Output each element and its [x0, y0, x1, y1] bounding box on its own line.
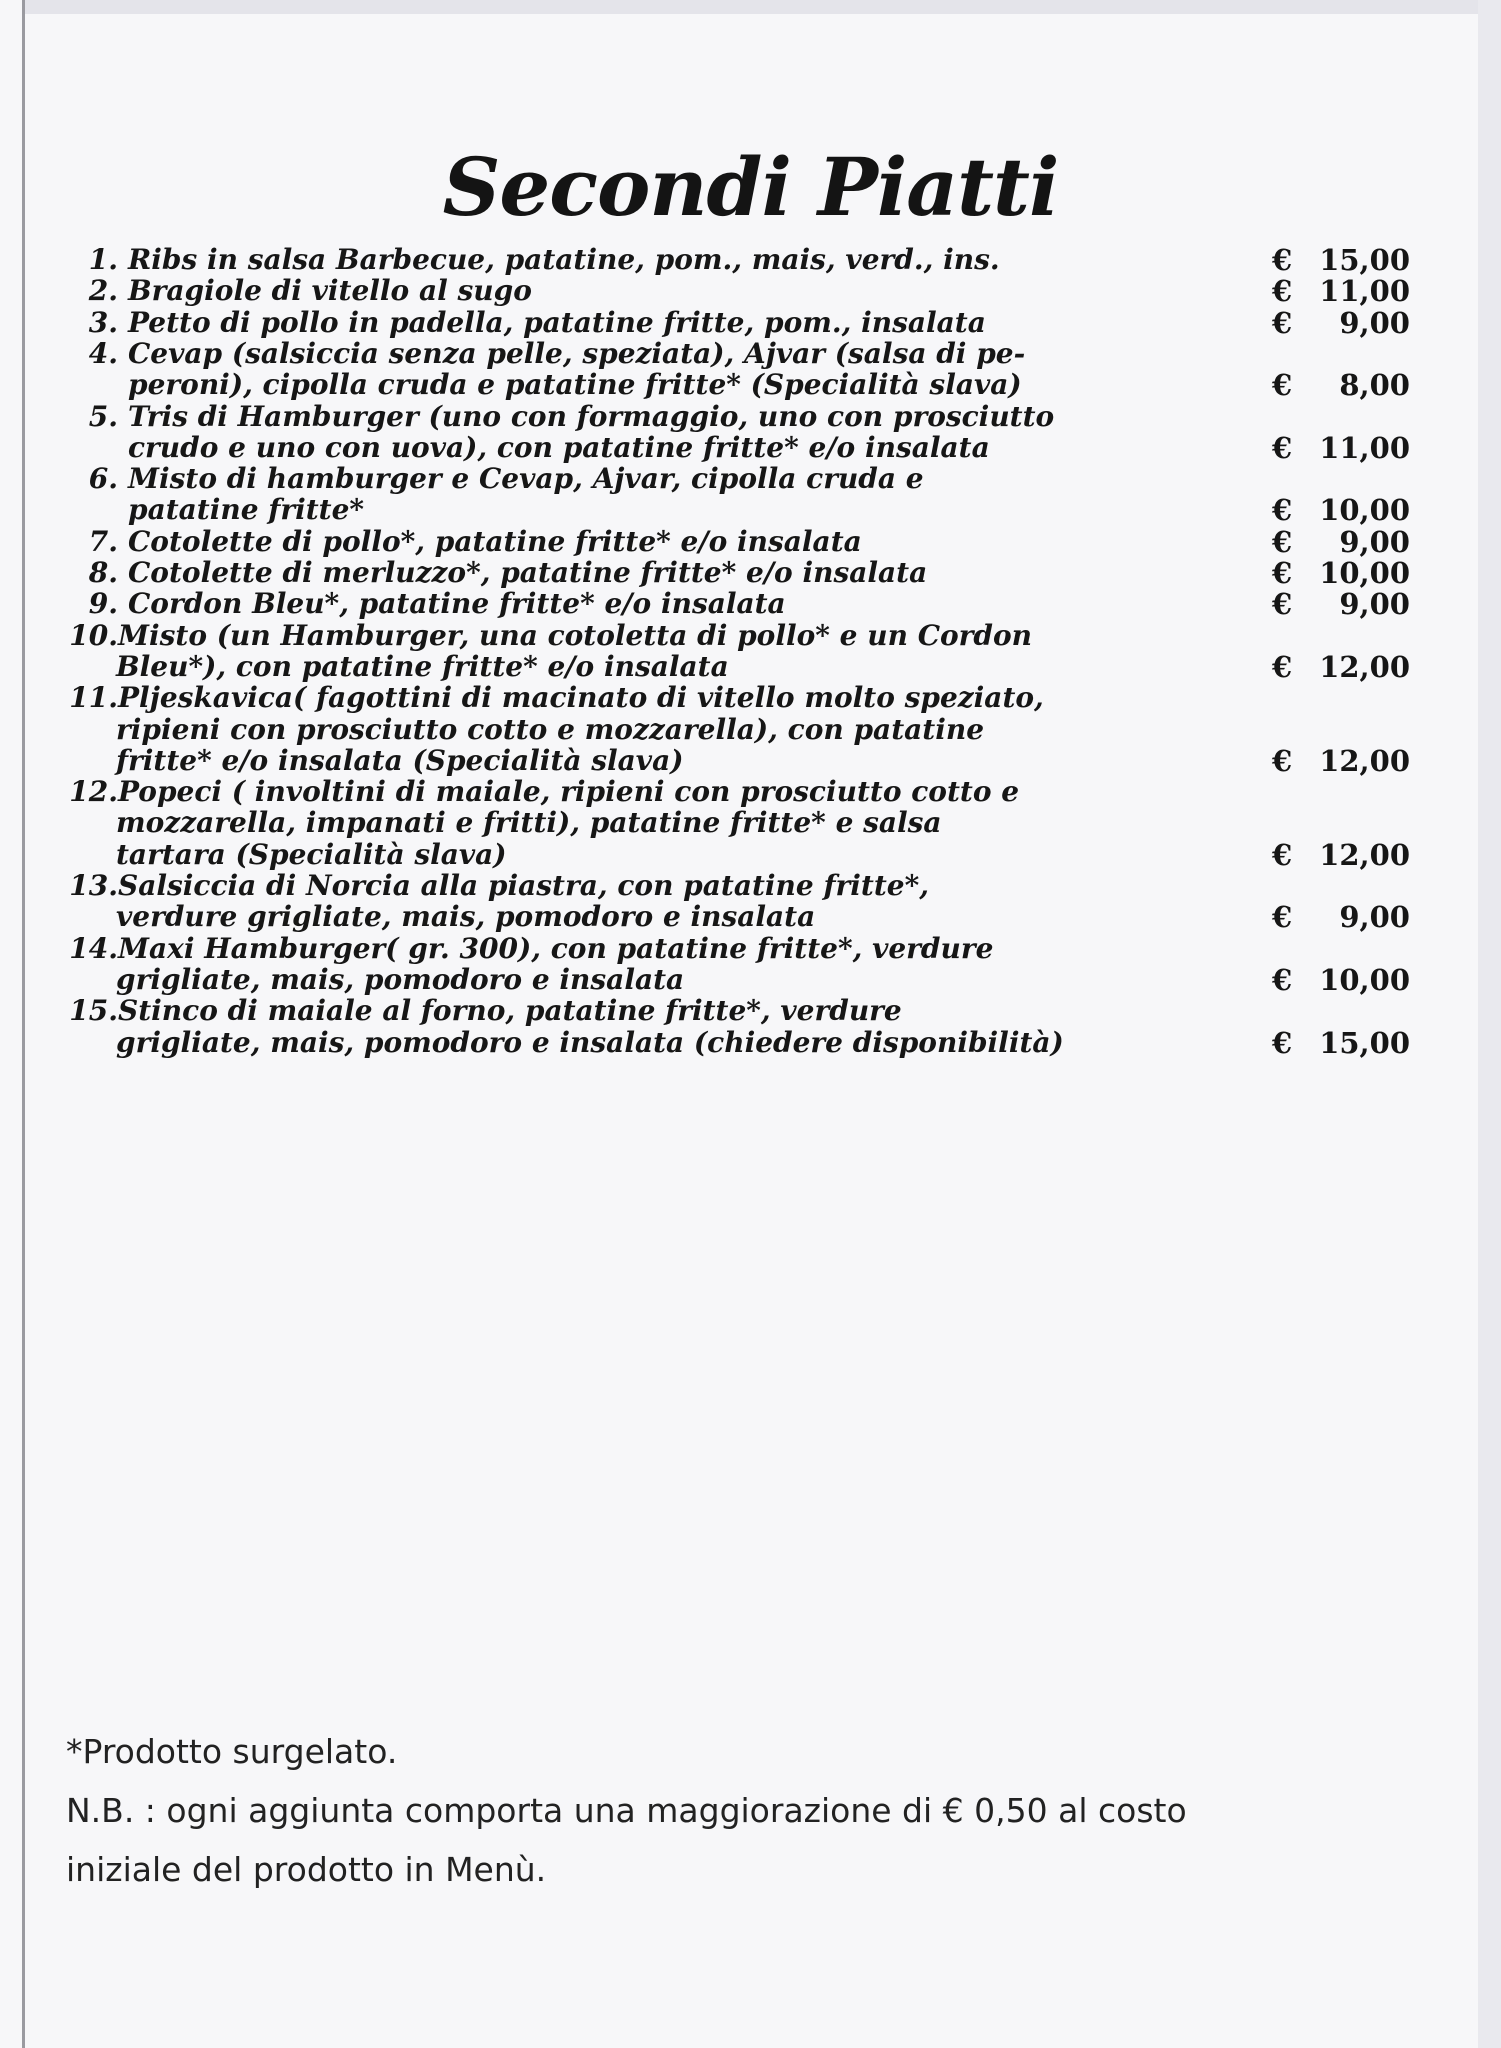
menu-item-name: Cotolette di merluzzo*, patatine fritte* e/o insalata [128, 556, 928, 589]
currency-symbol: € [1272, 743, 1293, 778]
menu-item-name: Popeci ( involtini di maiale, ripieni con prosciutto cotto e [118, 775, 1020, 809]
currency-symbol: € [1272, 430, 1293, 465]
currency-symbol: € [1272, 524, 1293, 559]
menu-item-number: 10. [69, 618, 118, 652]
menu-item-price [1272, 365, 1410, 405]
price-amount: 10,00 [1319, 556, 1410, 590]
currency-symbol: € [1272, 493, 1293, 528]
currency-symbol: € [1272, 587, 1293, 622]
menu-item-name: Cevap (salsiccia senza pelle, speziata), Ajvar (salsa di pe- [128, 336, 1026, 370]
price-amount: 9,00 [1339, 900, 1410, 935]
menu-item-description-line: mozzarella, impanati e fritti), patatine fritte* e salsa [116, 806, 942, 840]
price-amount: 9,00 [1339, 305, 1410, 340]
menu-item-description-line: crudo e uno con uova), con patatine fritte* e/o insalata [128, 430, 990, 464]
menu-item-description-line: verdure grigliate, mais, pomodoro e insalata [116, 900, 816, 934]
menu-item-price [1272, 835, 1410, 875]
menu-item-name: Tris di Hamburger (uno con formaggio, uno con prosciutto [128, 399, 1055, 433]
price-amount: 9,00 [1339, 587, 1410, 622]
menu-item-price [1272, 960, 1410, 1000]
menu-item-number: 9. [88, 587, 118, 621]
menu-item-name: Petto di pollo in padella, patatine fritte, pom., insalata [128, 305, 986, 339]
currency-symbol: € [1272, 962, 1293, 997]
menu-item-description-line: grigliate, mais, pomodoro e insalata [116, 962, 685, 996]
menu-item-description-line: fritte* e/o insalata (Specialità slava) [116, 743, 684, 777]
menu-item-price [1272, 303, 1410, 343]
currency-symbol: € [1272, 837, 1293, 872]
menu-item-number: 4. [88, 336, 118, 370]
menu-item-name: Bragiole di vitello al sugo [128, 274, 532, 308]
price-amount: 12,00 [1319, 743, 1410, 778]
footnote-frozen: *Prodotto surgelato. [66, 1732, 398, 1771]
menu-item-number: 3. [88, 305, 118, 339]
menu-item-name: Misto di hamburger e Cevap, Ajvar, cipolla cruda e [128, 462, 924, 496]
currency-symbol: € [1272, 305, 1293, 340]
price-amount: 12,00 [1319, 649, 1410, 684]
menu-item-price [1272, 584, 1410, 624]
menu-item-description-line: peroni), cipolla cruda e patatine fritte* (Specialità slava) [128, 368, 1022, 402]
menu-item-number: 1. [88, 243, 118, 276]
currency-symbol: € [1272, 274, 1293, 309]
menu-item-description-line: grigliate, mais, pomodoro e insalata (chiedere disponibilità) [116, 1025, 1064, 1059]
price-amount: 10,00 [1319, 962, 1410, 997]
menu-item-description-line: patatine fritte* [128, 493, 365, 527]
footnote-surcharge-cont: iniziale del prodotto in Menù. [66, 1850, 547, 1889]
menu-item-number: 14. [69, 931, 118, 965]
menu-item-price [1272, 741, 1410, 781]
menu-item-name: Cotolette di pollo*, patatine fritte* e/o insalata [128, 524, 862, 558]
menu-item-name: Ribs in salsa Barbecue, patatine, pom., mais, verd., ins. [128, 243, 1000, 276]
currency-symbol: € [1272, 1025, 1293, 1060]
price-amount: 15,00 [1319, 243, 1410, 277]
menu-item-number: 11. [69, 681, 118, 715]
menu-item-number: 7. [88, 524, 118, 558]
currency-symbol: € [1272, 243, 1293, 277]
footnote-surcharge: N.B. : ogni aggiunta comporta una maggiorazione di € 0,50 al costo [66, 1791, 1187, 1830]
menu-item-number: 5. [88, 399, 118, 433]
price-amount: 9,00 [1339, 524, 1410, 559]
menu-item-number: 8. [88, 556, 118, 589]
menu-item-number: 12. [69, 775, 118, 809]
menu-item-price [1272, 897, 1410, 937]
menu-item-name: Salsiccia di Norcia alla piastra, con patatine fritte*, [118, 869, 929, 902]
menu-item-name: Maxi Hamburger( gr. 300), con patatine fritte*, verdure [118, 931, 994, 965]
currency-symbol: € [1272, 368, 1293, 403]
price-amount: 11,00 [1319, 274, 1410, 309]
footnotes [66, 1722, 1466, 1899]
price-amount: 15,00 [1319, 1025, 1410, 1060]
menu-item-description-line: tartara (Specialità slava) [116, 837, 507, 871]
price-amount: 8,00 [1339, 368, 1410, 403]
menu-item-description-line: Bleu*), con patatine fritte* e/o insalata [116, 649, 729, 683]
currency-symbol: € [1272, 556, 1293, 590]
menu-item-name: Pljeskavica( fagottini di macinato di vitello molto speziato, [118, 681, 1044, 715]
menu-item-price [1272, 428, 1410, 468]
menu-item-number: 13. [69, 869, 118, 902]
price-amount: 12,00 [1319, 837, 1410, 872]
price-amount: 10,00 [1319, 493, 1410, 528]
price-amount: 11,00 [1319, 430, 1410, 465]
currency-symbol: € [1272, 900, 1293, 935]
menu-item-name: Cordon Bleu*, patatine fritte* e/o insalata [128, 587, 786, 621]
menu-item-price [1272, 647, 1410, 687]
menu-item-name: Stinco di maiale al forno, patatine fritte*, verdure [118, 994, 902, 1028]
menu-item-number: 2. [88, 274, 118, 308]
menu-item-name: Misto (un Hamburger, una cotoletta di pollo* e un Cordon [118, 618, 1033, 652]
page-title: Secondi Piatti [442, 140, 1059, 234]
menu-item-price [1272, 1023, 1410, 1063]
menu-item-number: 6. [88, 462, 118, 496]
menu-item-number: 15. [69, 994, 118, 1028]
menu-item-description-line: ripieni con prosciutto cotto e mozzarella), con patatine [116, 712, 985, 746]
currency-symbol: € [1272, 649, 1293, 684]
